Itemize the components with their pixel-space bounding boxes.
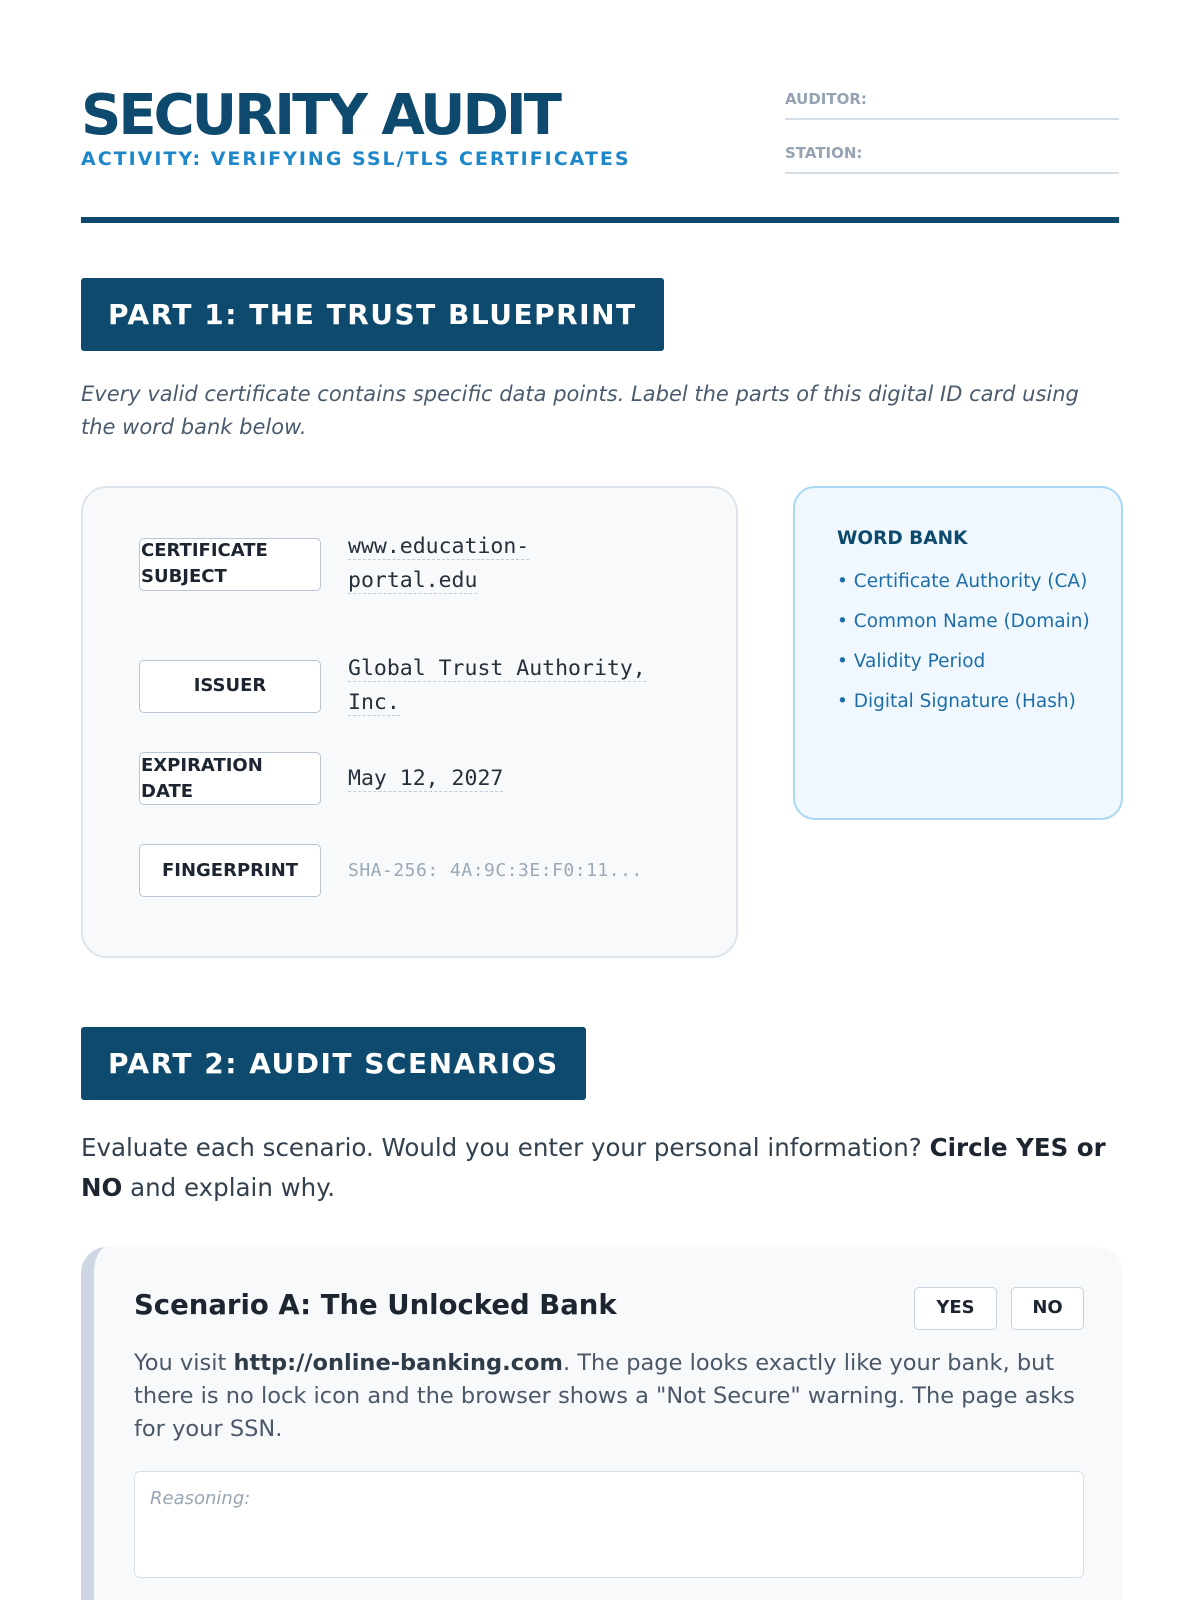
cert-row-subject	[139, 530, 696, 598]
reasoning-field[interactable]	[134, 1471, 1084, 1578]
auditor-label: AUDITOR:	[785, 90, 867, 108]
cert-label-box[interactable]	[139, 844, 321, 897]
scenario-body-post: . The page looks exactly like your bank, but there is no lock icon and the browser shows a "Not Secure" warning. The page asks for your SSN.	[134, 1350, 1075, 1442]
station-label: STATION:	[785, 144, 863, 162]
yes-button[interactable]: YES	[914, 1287, 997, 1330]
auditor-field[interactable]	[785, 86, 1119, 120]
scenario-url: http://online-banking.com	[233, 1350, 563, 1376]
cert-value: SHA-256: 4A:9C:3E:F0:11...	[348, 859, 643, 881]
scenario-a-card	[81, 1247, 1123, 1600]
cert-value	[348, 530, 578, 598]
cert-value-text: www.education-portal.edu	[348, 534, 530, 593]
reasoning-placeholder: Reasoning:	[150, 1488, 251, 1509]
cert-label-box[interactable]	[139, 752, 321, 805]
station-field[interactable]	[785, 140, 1119, 174]
cert-label-text: CERTIFICATE SUBJECT	[141, 540, 268, 587]
cert-row-issuer	[139, 652, 696, 720]
part2-intro-emphasis: Circle YES or NO	[81, 1133, 1106, 1202]
scenario-title: Scenario A: The Unlocked Bank	[134, 1289, 617, 1321]
header-divider	[81, 217, 1119, 223]
word-bank-item: • Validity Period	[837, 651, 986, 672]
scenario-description	[134, 1347, 1085, 1446]
word-bank-item: • Digital Signature (Hash)	[837, 691, 1076, 712]
part2-heading: PART 2: AUDIT SCENARIOS	[81, 1027, 586, 1100]
cert-value-text: May 12, 2027	[348, 765, 504, 791]
worksheet-header	[81, 83, 1119, 226]
no-button[interactable]: NO	[1011, 1287, 1084, 1330]
cert-value	[348, 652, 688, 720]
cert-row-expiration	[139, 752, 696, 805]
cert-label-text: FINGERPRINT	[161, 859, 299, 881]
part1-heading: PART 1: THE TRUST BLUEPRINT	[81, 278, 664, 351]
certificate-card	[81, 486, 738, 958]
part2-intro-tail: and explain why.	[122, 1173, 336, 1202]
scenario-body-pre: You visit	[134, 1350, 234, 1376]
cert-value	[348, 762, 503, 796]
cert-label-text: EXPIRATION DATE	[141, 754, 263, 802]
part2-instructions	[81, 1128, 1119, 1208]
word-bank-item: • Common Name (Domain)	[837, 611, 1090, 632]
word-bank-item: • Certificate Authority (CA)	[837, 571, 1088, 592]
part1-instructions: Every valid certificate contains specific data points. Label the parts of this digital ID card using the word bank below.	[81, 382, 1079, 439]
page-title: SECURITY AUDIT	[81, 83, 559, 148]
cert-value-text: Global Trust Authority, Inc.	[348, 656, 646, 715]
auditor-station-fields	[785, 86, 1119, 194]
cert-row-fingerprint	[139, 844, 696, 897]
word-bank-title: WORD BANK	[837, 528, 968, 549]
part2-intro-text: Evaluate each scenario. Would you enter your personal information?	[81, 1133, 930, 1162]
word-bank	[793, 486, 1123, 820]
cert-label-text: ISSUER	[193, 675, 267, 696]
activity-subtitle: ACTIVITY: VERIFYING SSL/TLS CERTIFICATES	[81, 148, 631, 170]
cert-label-box[interactable]	[139, 538, 321, 591]
cert-label-box[interactable]	[139, 660, 321, 713]
